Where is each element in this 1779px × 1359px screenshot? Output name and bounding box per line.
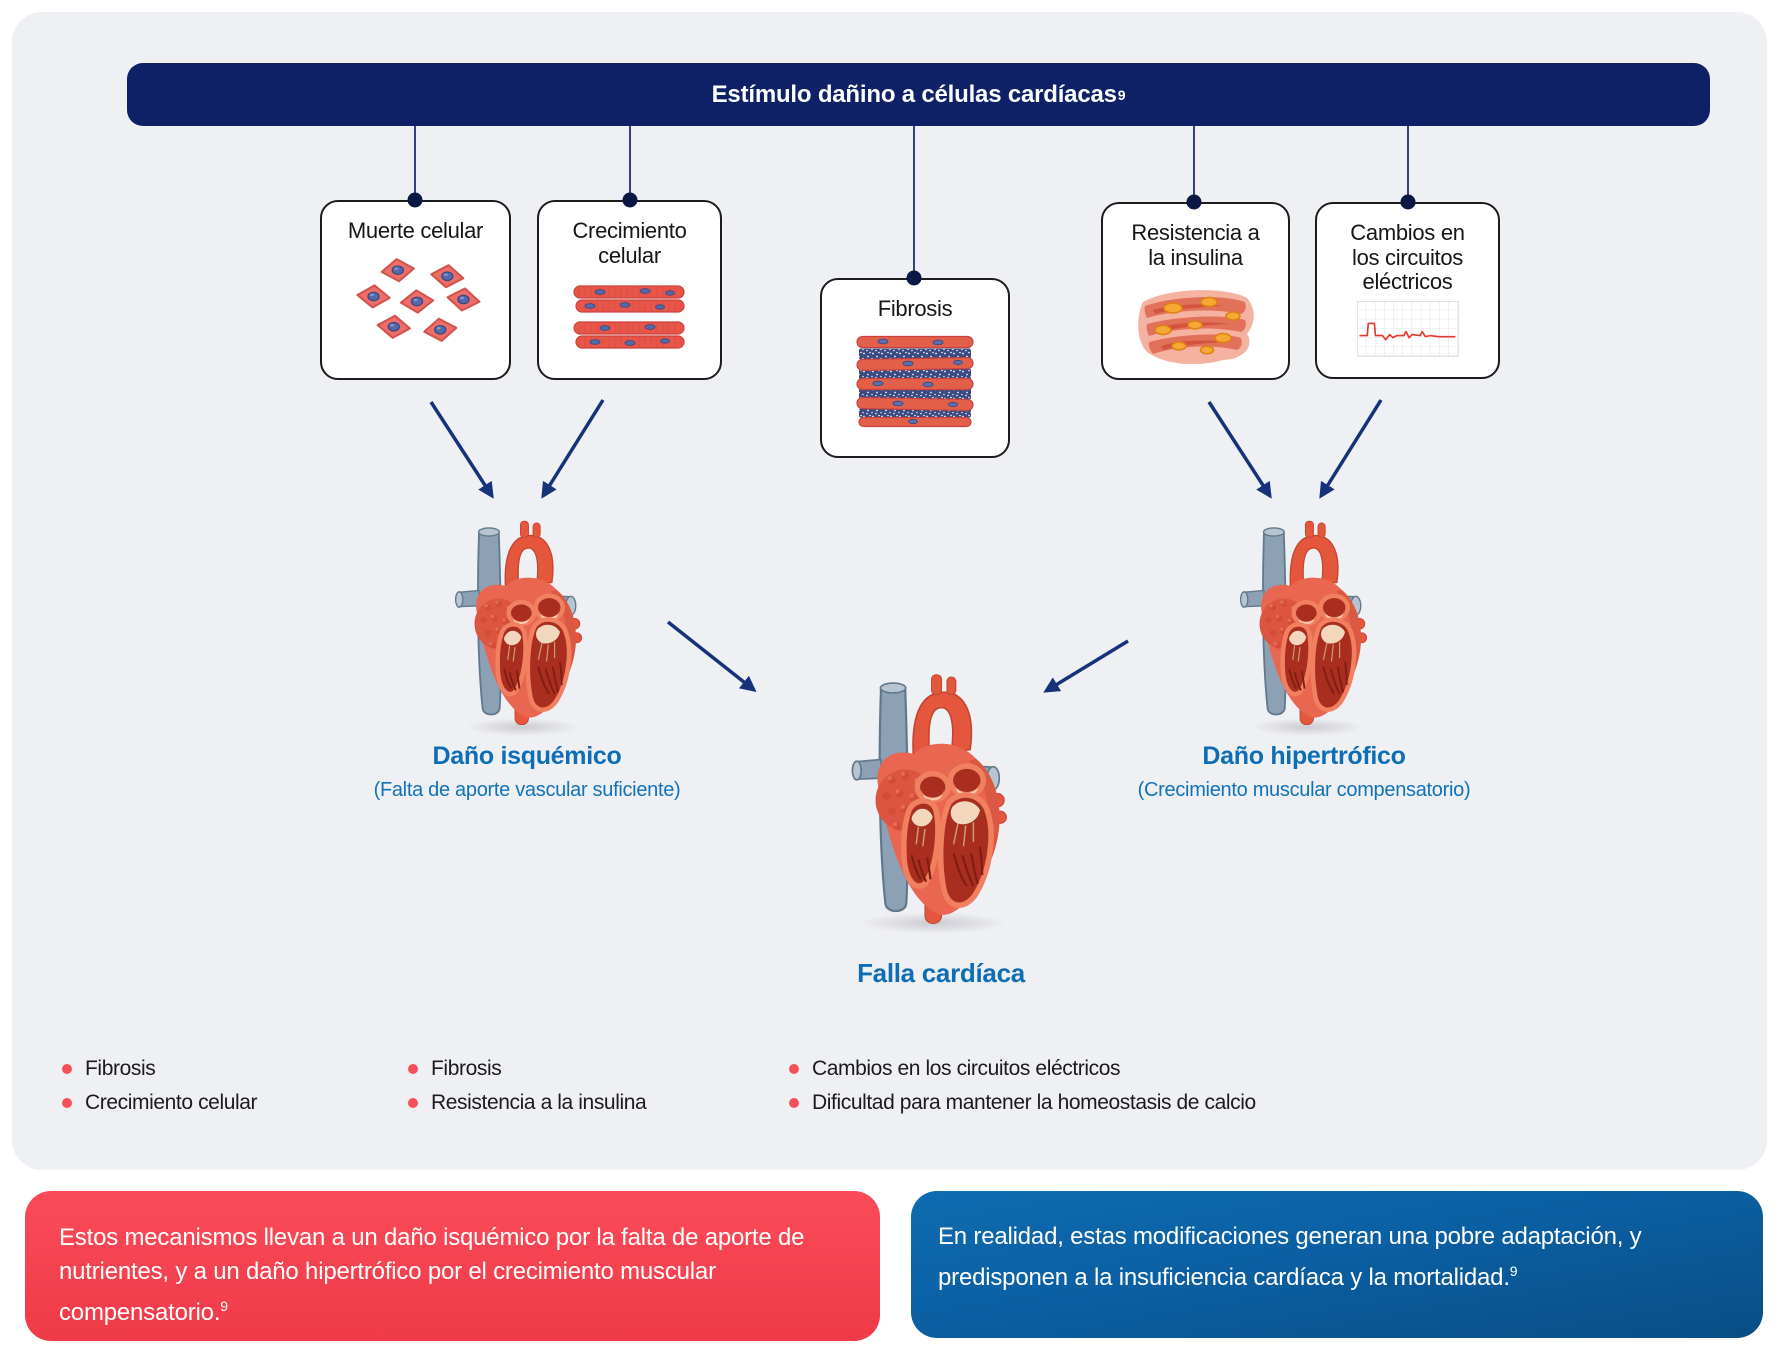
diagram-panel bbox=[12, 12, 1767, 1170]
failing-heart-illustration bbox=[848, 655, 1013, 930]
bullet-dot-icon bbox=[789, 1064, 799, 1074]
factor-label: Resistencia a la insulina bbox=[1131, 220, 1260, 270]
hypertrophic-damage-subtitle: (Crecimiento muscular compensatorio) bbox=[1137, 779, 1471, 801]
bullet-dot-icon bbox=[62, 1064, 72, 1074]
banner-title: Estímulo dañino a células cardíacas bbox=[711, 80, 1117, 108]
muscle-fibers-illustration bbox=[570, 278, 690, 356]
bullet-column-ischemic bbox=[62, 1052, 257, 1120]
factor-box-fibrosis bbox=[820, 278, 1010, 458]
list-item bbox=[62, 1052, 257, 1086]
heart-failure-title: Falla cardíaca bbox=[857, 958, 1025, 988]
factor-box-resistencia-insulina bbox=[1101, 202, 1290, 380]
bullet-dot-icon bbox=[408, 1098, 418, 1108]
callout-text: Estos mecanismos llevan a un daño isquémico por la falta de aporte de nutrientes, y a un daño hipertrófico por el crecimiento muscular compensatorio. bbox=[59, 1224, 805, 1326]
bullet-column-hypertrophic bbox=[408, 1052, 646, 1120]
bullet-dot-icon bbox=[408, 1064, 418, 1074]
factor-label: Muerte celular bbox=[347, 218, 484, 243]
list-item bbox=[789, 1086, 1256, 1120]
bullet-dot-icon bbox=[789, 1098, 799, 1108]
factor-box-circuitos-electricos bbox=[1315, 202, 1500, 379]
hypertrophic-damage-title: Daño hipertrófico bbox=[1202, 742, 1406, 770]
banner-reference-sup: 9 bbox=[1117, 86, 1126, 103]
hypertrophic-heart-illustration bbox=[1237, 505, 1372, 730]
factor-label: Crecimiento celular bbox=[572, 218, 687, 268]
bullet-label: Resistencia a la insulina bbox=[431, 1091, 647, 1114]
factor-label: Fibrosis bbox=[877, 296, 953, 321]
factor-box-crecimiento-celular bbox=[537, 200, 722, 380]
ischemic-heart-illustration bbox=[452, 505, 587, 730]
bullet-label: Fibrosis bbox=[431, 1057, 502, 1080]
list-item bbox=[408, 1052, 646, 1086]
banner-estimulo bbox=[127, 63, 1710, 126]
bullet-column-failure bbox=[789, 1052, 1256, 1120]
factor-label: Cambios en los circuitos eléctricos bbox=[1350, 220, 1465, 295]
list-item bbox=[62, 1086, 257, 1120]
bullet-label: Dificultad para mantener la homeostasis de calcio bbox=[812, 1091, 1256, 1114]
list-item bbox=[408, 1086, 646, 1120]
bullet-label: Crecimiento celular bbox=[85, 1091, 258, 1114]
bullet-label: Cambios en los circuitos eléctricos bbox=[812, 1057, 1121, 1080]
factor-box-muerte-celular bbox=[320, 200, 511, 380]
callout-reference-sup: 9 bbox=[1509, 1263, 1518, 1279]
ischemic-damage-subtitle: (Falta de aporte vascular suficiente) bbox=[373, 779, 681, 801]
ischemic-damage-title: Daño isquémico bbox=[432, 742, 622, 770]
bullet-dot-icon bbox=[62, 1098, 72, 1108]
callout-text: En realidad, estas modificaciones generan una pobre adaptación, y predisponen a la insuficiencia cardíaca y la mortalidad. bbox=[938, 1223, 1642, 1291]
ecg-trace-illustration bbox=[1357, 301, 1459, 357]
maladaptation-summary-callout bbox=[911, 1191, 1763, 1338]
ischemic-summary-callout bbox=[25, 1191, 880, 1341]
callout-reference-sup: 9 bbox=[220, 1298, 228, 1314]
list-item bbox=[789, 1052, 1256, 1086]
insulin-resistant-muscle-illustration bbox=[1133, 280, 1259, 372]
bullet-label: Fibrosis bbox=[85, 1057, 156, 1080]
fibrosis-tissue-illustration bbox=[853, 332, 977, 430]
dying-cells-illustration bbox=[350, 254, 482, 350]
